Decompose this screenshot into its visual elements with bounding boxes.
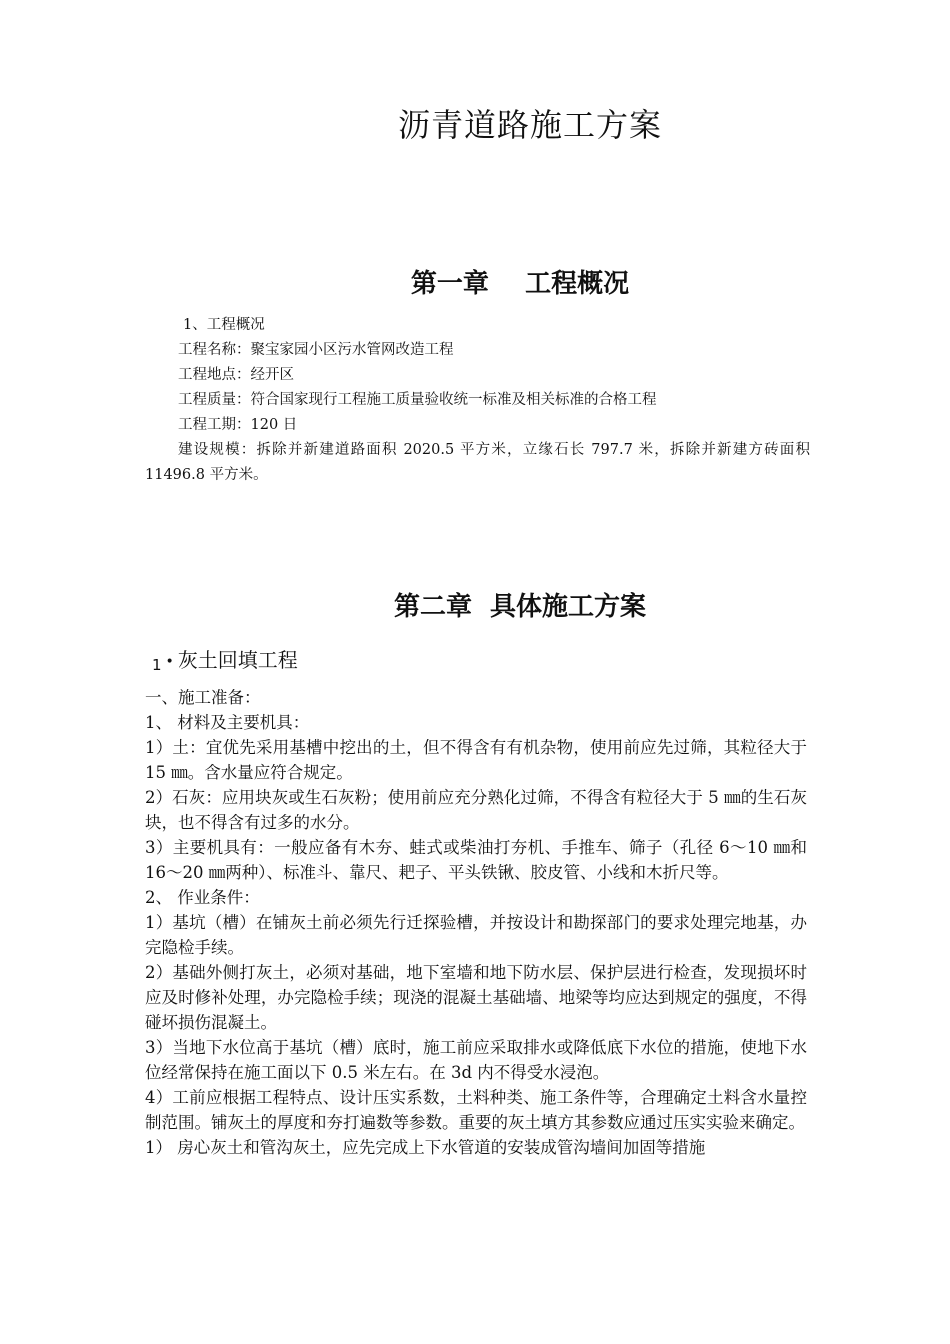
project-scale: 建设规模：拆除并新建道路面积 2020.5 平方米，立缘石长 797.7 米，拆除并新建方砖面积 11496.8 平方米。: [145, 442, 810, 483]
chapter-1-title: 第一章 工程概况: [410, 269, 630, 299]
project-overview: [145, 313, 810, 488]
section-heading: [152, 644, 298, 674]
paragraph: 1）土：宜优先采用基槽中挖出的土，但不得含有有机杂物，使用前应先过筛，其粒径大于 15 ㎜。含水量应符合规定。: [145, 738, 807, 782]
bullet-dot-icon: •: [165, 654, 174, 670]
document-title: 沥青道路施工方案: [397, 106, 662, 144]
paragraph: 3）当地下水位高于基坑（槽）底时，施工前应采取排水或降低底下水位的措施，使地下水位经常保持在施工面以下 0.5 米左右。在 3d 内不得受水浸泡。: [145, 1038, 807, 1082]
paragraph: 一、施工准备：: [145, 688, 261, 707]
project-duration: 工程工期：120 日: [178, 417, 298, 433]
paragraph: 1） 房心灰土和管沟灰土，应先完成上下水管道的安装成管沟墙间加固等措施: [145, 1138, 706, 1157]
paragraph: 4）工前应根据工程特点、设计压实系数，土料种类、施工条件等，合理确定土料含水量控制范围。铺灰土的厚度和夯打遍数等参数。重要的灰土填方其参数应通过压实实验来确定。: [145, 1088, 807, 1132]
project-location: 工程地点：经开区: [178, 367, 294, 383]
paragraph: 2）基础外侧打灰土，必须对基础，地下室墙和地下防水层、保护层进行检查，发现损坏时应及时修补处理，办完隐检手续；现浇的混凝土基础墙、地梁等均应达到规定的强度，不得碰坏损伤混凝土。: [145, 963, 807, 1032]
project-quality: 工程质量：符合国家现行工程施工质量验收统一标准及相关标准的合格工程: [178, 392, 657, 408]
paragraph: 2、 作业条件：: [145, 888, 260, 907]
project-name: 工程名称：聚宝家园小区污水管网改造工程: [178, 342, 454, 358]
paragraph: 2）石灰：应用块灰或生石灰粉；使用前应充分熟化过筛，不得含有粒径大于 5 ㎜的生石灰块，也不得含有过多的水分。: [145, 788, 807, 832]
paragraph: 3）主要机具有：一般应备有木夯、蛙式或柴油打夯机、手推车、筛子（孔径 6～10 ㎜和 16～20 ㎜两种）、标准斗、靠尺、耙子、平头铁锹、胶皮管、小线和木折尺等。: [145, 838, 807, 882]
construction-text: [145, 685, 807, 1160]
section-number: 1: [152, 656, 162, 674]
section-title: 灰土回填工程: [177, 648, 298, 672]
paragraph: 1、 材料及主要机具：: [145, 713, 310, 732]
overview-heading: 1、工程概况: [183, 317, 265, 333]
paragraph: 1）基坑（槽）在铺灰土前必须先行迁探验槽，并按设计和勘探部门的要求处理完地基，办完隐检手续。: [145, 913, 807, 957]
chapter-2-title: 第二章 具体施工方案: [393, 592, 647, 622]
